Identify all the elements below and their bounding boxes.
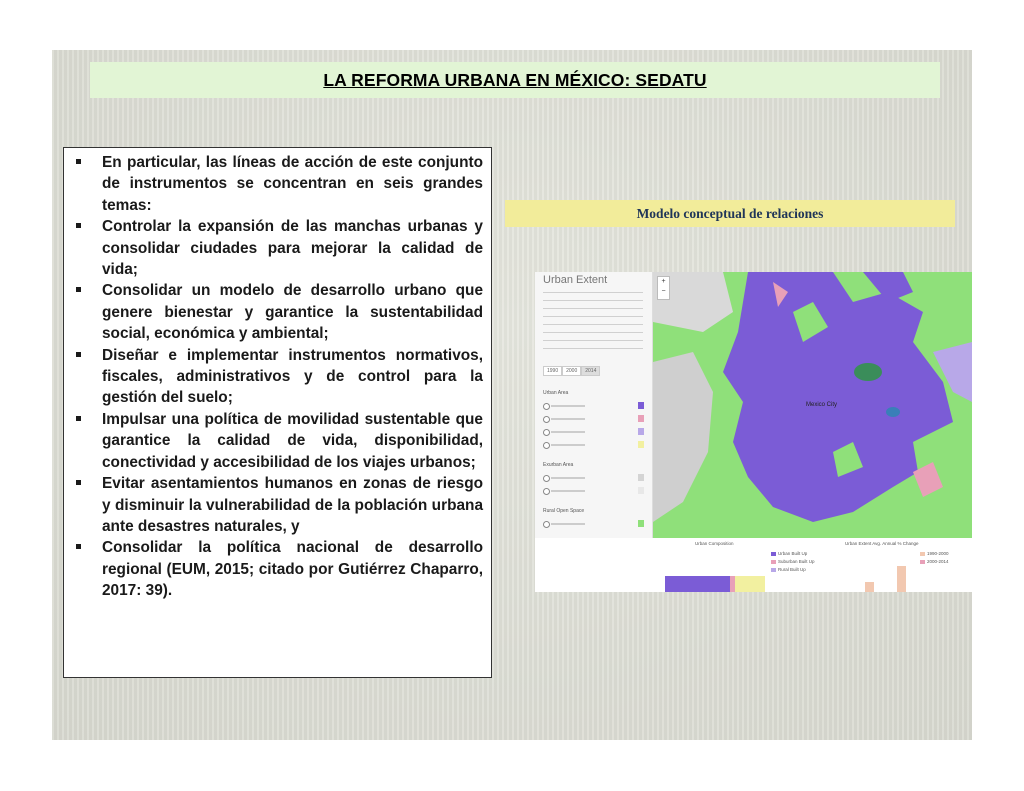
map-zoom-control[interactable]: [657, 276, 670, 300]
legend-row-exurban-open[interactable]: [543, 487, 643, 495]
change-legend-2000-2014: 2000-2014: [920, 559, 949, 564]
model-label: Modelo conceptual de relaciones: [505, 200, 955, 227]
page-title: LA REFORMA URBANA EN MÉXICO: SEDATU: [323, 69, 707, 90]
change-bar: [897, 566, 906, 592]
bullet-text: En particular, las líneas de acción de este conjunto de instrumentos se concentran en seis grandes temas:: [102, 154, 483, 214]
change-legend-1990-2000: 1990-2000: [920, 551, 949, 556]
bullet-text: Evitar asentamientos humanos en zonas de riesgo y disminuir la vulnerabilidad de la población urbana ante desastres naturales, y: [102, 475, 483, 535]
map-sidebar: [535, 272, 653, 538]
bullet-item: [74, 216, 483, 280]
urban-extent-map-image: [535, 272, 972, 592]
bullet-item: [74, 152, 483, 216]
legend-row-urbanized-open[interactable]: [543, 441, 643, 449]
bullet-item: [74, 537, 483, 601]
square-bullet-icon: [76, 223, 81, 228]
map-lake: [854, 363, 882, 381]
square-bullet-icon: [76, 544, 81, 549]
composition-legend-suburban: Suburban Built Up: [771, 559, 815, 564]
composition-bar-urban: [665, 576, 730, 592]
bullet-item: [74, 345, 483, 409]
square-bullet-icon: [76, 352, 81, 357]
bullet-item: [74, 409, 483, 473]
section-rural-open-space: Rural Open Space: [543, 508, 585, 514]
urban-composition-title: Urban Composition: [695, 541, 734, 546]
bullet-text-box: [63, 147, 492, 678]
map-water: [886, 407, 900, 417]
bullet-text: Impulsar una política de movilidad sustentable que garantice la calidad de vida, disponibilidad, conectividad y accesibilidad de los viajes urbanos;: [102, 410, 483, 471]
slide-background: [52, 50, 972, 740]
bullet-text: Consolidar un modelo de desarrollo urbano que genere bienestar y garantice la sustentabilidad social, económica y ambiental;: [102, 282, 483, 343]
bullet-item: [74, 473, 483, 537]
year-button-2000[interactable]: 2000: [562, 366, 581, 376]
map-sidebar-title: Urban Extent: [543, 274, 608, 286]
year-selector: [543, 366, 600, 376]
year-button-2014[interactable]: 2014: [581, 366, 600, 376]
map-description-text: [543, 292, 643, 350]
legend-row-rural-open[interactable]: [543, 520, 643, 528]
bullet-text: Diseñar e implementar instrumentos normativos, fiscales, administrativos y de control para la gestión del suelo;: [102, 346, 483, 407]
composition-bar-rural: [735, 576, 765, 592]
bullet-list: [74, 152, 483, 602]
square-bullet-icon: [76, 159, 81, 164]
section-urban-area: Urban Area: [543, 390, 569, 396]
map-city-label: Mexico City: [806, 402, 838, 408]
change-bar: [865, 582, 874, 592]
composition-legend-rural: Rural Built Up: [771, 567, 806, 572]
legend-row-urban[interactable]: [543, 402, 643, 410]
square-bullet-icon: [76, 287, 81, 292]
map-lower-charts: [535, 539, 972, 592]
legend-row-exurban-built[interactable]: [543, 474, 643, 482]
legend-row-suburban[interactable]: [543, 415, 643, 423]
section-exurban-area: Exurban Area: [543, 462, 574, 468]
urban-extent-change-title: Urban Extent Avg. Annual % Change: [845, 541, 919, 546]
zoom-out-button[interactable]: −: [661, 288, 666, 295]
square-bullet-icon: [76, 416, 81, 421]
bullet-text: Controlar la expansión de las manchas urbanas y consolidar ciudades para mejorar la calidad de vida;: [102, 218, 483, 279]
composition-legend-urban: Urban Built Up: [771, 551, 807, 556]
square-bullet-icon: [76, 480, 81, 485]
legend-row-rural-built[interactable]: [543, 428, 643, 436]
bullet-text: Consolidar la política nacional de desarrollo regional (EUM, 2015; citado por Gutiérrez Chaparro, 2017: 39).: [102, 539, 483, 600]
year-button-1990[interactable]: 1990: [543, 366, 562, 376]
bullet-item: [74, 280, 483, 344]
zoom-in-button[interactable]: +: [661, 278, 666, 285]
title-bar: [90, 62, 940, 98]
